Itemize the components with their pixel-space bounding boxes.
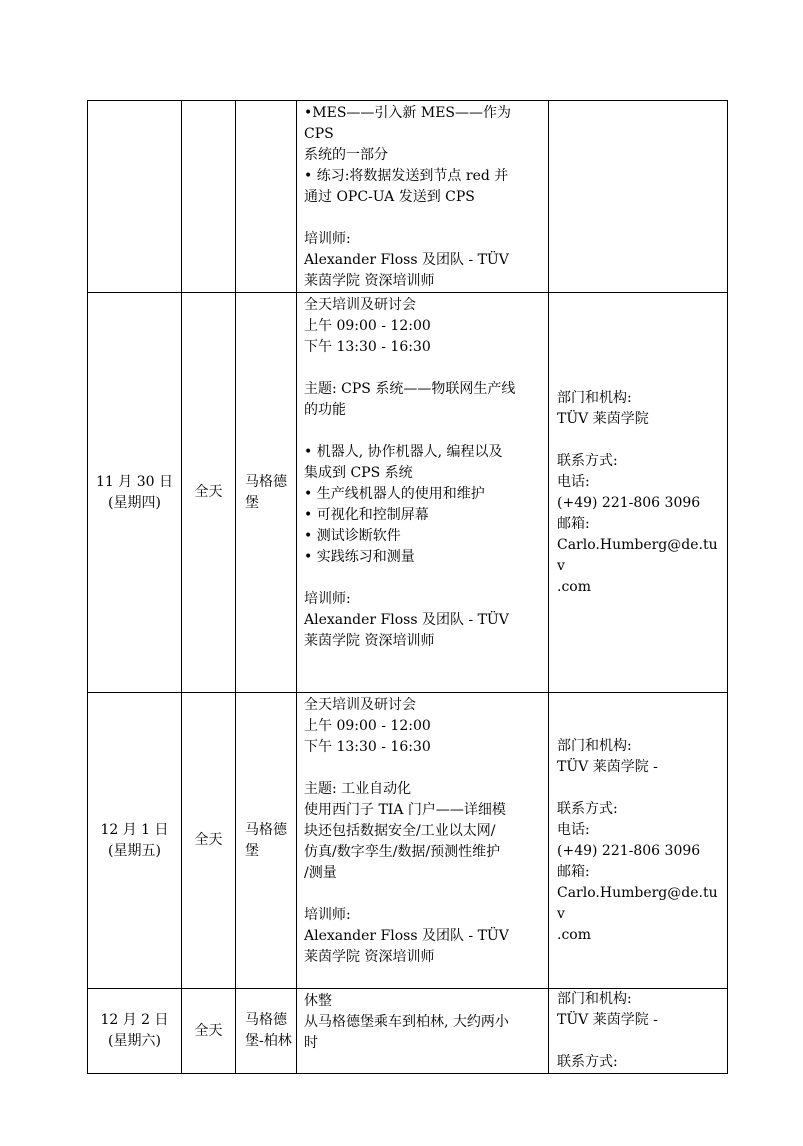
contact-line: 部门和机构:	[557, 991, 632, 1007]
content-line	[304, 358, 544, 379]
content-line	[304, 421, 544, 442]
content-line: 莱茵学院 资深培训师	[304, 949, 435, 965]
contact-cell	[549, 293, 728, 693]
contact-line: 邮箱:	[557, 515, 590, 532]
contact-line: 电话:	[557, 821, 590, 838]
contact-line: 部门和机构:	[557, 737, 632, 754]
table-row	[88, 293, 728, 693]
content-cell	[297, 293, 549, 693]
content-line: 集成到 CPS 系统	[304, 465, 413, 481]
content-line: 主题: CPS 系统——物联网生产线	[304, 381, 516, 397]
schedule-table	[87, 100, 728, 1074]
date-label: 12 月 2 日	[100, 1012, 169, 1028]
weekday-label: (星期五)	[108, 842, 161, 859]
content-line: 上午 09:00 - 12:00	[304, 318, 431, 334]
email-line: Carlo.Humberg@de.tuv	[557, 536, 718, 574]
time-cell: 全天	[182, 693, 236, 989]
contact-line: (+49) 221-806 3096	[557, 494, 701, 511]
place-cell: 马格德堡	[236, 693, 297, 989]
content-line: 上午 09:00 - 12:00	[304, 718, 431, 734]
email-line: .com	[557, 926, 591, 943]
contact-line: 邮箱:	[557, 863, 590, 880]
content-line: 下午 13:30 - 16:30	[304, 739, 431, 755]
contact-line: 部门和机构:	[557, 389, 632, 406]
date-cell	[88, 293, 182, 693]
content-line: • 练习:将数据发送到节点 red 并	[304, 168, 509, 184]
content-line: 主题: 工业自动化	[304, 781, 412, 797]
content-line	[304, 758, 544, 779]
contact-line: 联系方式:	[557, 800, 618, 817]
date-label: 12 月 1 日	[100, 821, 169, 838]
content-line: 休整	[304, 993, 332, 1009]
content-line: • 生产线机器人的使用和维护	[304, 486, 485, 502]
contact-line	[557, 430, 723, 451]
contact-line	[557, 1031, 723, 1052]
content-line: Alexander Floss 及团队 - TÜV	[304, 252, 509, 268]
email-line: Carlo.Humberg@de.tuv	[557, 884, 718, 922]
content-line: 莱茵学院 资深培训师	[304, 273, 435, 289]
table-row	[88, 101, 728, 293]
content-line: 块还包括数据安全/工业以太网/	[304, 823, 496, 839]
content-line: /测量	[304, 865, 337, 881]
content-line: 使用西门子 TIA 门户——详细模	[304, 802, 506, 818]
table-row	[88, 693, 728, 989]
content-line: 培训师:	[304, 231, 351, 247]
content-line: •MES——引入新 MES——作为 CPS	[304, 105, 516, 142]
content-line: 下午 13:30 - 16:30	[304, 339, 431, 355]
contact-cell	[549, 101, 728, 293]
place-cell	[236, 101, 297, 293]
contact-line: 联系方式:	[557, 1054, 618, 1070]
content-line: 时	[304, 1035, 318, 1051]
date-label: 11 月 30 日	[96, 473, 173, 490]
content-line: • 测试诊断软件	[304, 528, 401, 544]
place-cell: 马格德堡	[236, 293, 297, 693]
contact-cell	[549, 989, 728, 1074]
content-line: Alexander Floss 及团队 - TÜV	[304, 612, 509, 628]
time-cell	[182, 101, 236, 293]
content-line	[304, 884, 544, 905]
contact-line: TÜV 莱茵学院 -	[557, 1012, 658, 1028]
contact-cell	[549, 693, 728, 989]
content-line: • 机器人, 协作机器人, 编程以及	[304, 444, 503, 460]
email-line: .com	[557, 578, 591, 595]
content-line	[304, 568, 544, 589]
content-line: 培训师:	[304, 907, 351, 923]
content-line: Alexander Floss 及团队 - TÜV	[304, 928, 509, 944]
date-cell	[88, 101, 182, 293]
content-cell	[297, 101, 549, 293]
content-line: • 可视化和控制屏幕	[304, 507, 429, 523]
contact-line: (+49) 221-806 3096	[557, 842, 701, 859]
content-line: 仿真/数字孪生/数据/预测性维护	[304, 844, 501, 860]
content-line: 莱茵学院 资深培训师	[304, 633, 435, 649]
place-cell: 马格德堡-柏林	[236, 989, 297, 1074]
content-line: 全天培训及研讨会	[304, 697, 416, 713]
contact-line: 电话:	[557, 473, 590, 490]
contact-line: TÜV 莱茵学院 -	[557, 758, 658, 775]
table-row	[88, 989, 728, 1074]
content-line: 全天培训及研讨会	[304, 297, 416, 313]
contact-line	[557, 778, 723, 799]
content-line: 系统的一部分	[304, 147, 388, 163]
content-cell	[297, 989, 549, 1074]
content-line: 的功能	[304, 402, 346, 418]
content-line: 从马格德堡乘车到柏林, 大约两小	[304, 1014, 509, 1030]
content-line: 通过 OPC-UA 发送到 CPS	[304, 189, 475, 205]
date-cell	[88, 693, 182, 989]
weekday-label: (星期六)	[108, 1033, 161, 1049]
content-line	[304, 208, 544, 229]
time-cell: 全天	[182, 989, 236, 1074]
contact-line: TÜV 莱茵学院	[557, 410, 649, 427]
content-line: 培训师:	[304, 591, 351, 607]
content-line: • 实践练习和测量	[304, 549, 415, 565]
content-cell	[297, 693, 549, 989]
time-cell: 全天	[182, 293, 236, 693]
date-cell	[88, 989, 182, 1074]
contact-line: 联系方式:	[557, 452, 618, 469]
weekday-label: (星期四)	[108, 494, 161, 511]
